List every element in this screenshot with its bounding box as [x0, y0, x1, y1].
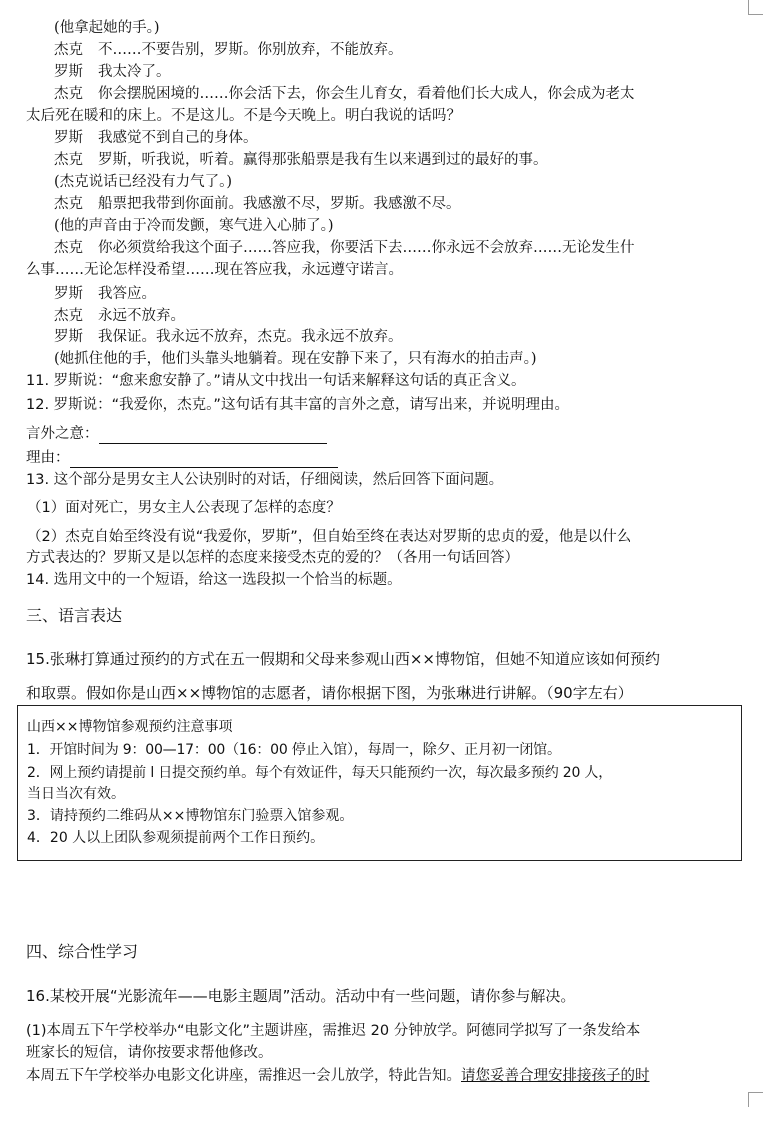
dialogue-line — [0, 284, 783, 304]
speaker-name: 罗斯 — [54, 329, 83, 345]
dialogue-text: 你会摆脱困境的……你会活下去，你会生儿育女，看着他们长大成人，你会成为老太 — [98, 86, 635, 102]
notice-item-2-line1: 2．网上预约请提前 l 日提交预约单。每个有效证件，每天只能预约一次，每次最多预约 20 人， — [27, 765, 613, 781]
dialogue-line — [0, 150, 783, 170]
notice-item-2-line2: 当日当次有效。 — [27, 786, 125, 802]
speaker-name: 杰克 — [54, 196, 83, 212]
dialogue-text: (她抓住他的手，他们头靠头地躺着。现在安静下来了，只有海水的拍击声。) — [54, 351, 537, 367]
dialogue-line — [0, 62, 783, 82]
dialogue-line — [0, 84, 783, 104]
dialogue-text: 我保证。我永远不放弃，杰克。我永远不放弃。 — [98, 329, 403, 345]
museum-notice-box — [17, 705, 742, 861]
dialogue-text: 你必须赏给我这个面子……答应我，你要活下去……你永远不会放弃……无论发生什 — [98, 240, 635, 256]
question-16: 16.某校开展“光影流年——电影主题周”活动。活动中有一些问题，请你参与解决。 — [26, 987, 576, 1005]
dialogue-line — [0, 128, 783, 148]
speaker-name: 杰克 — [54, 42, 83, 58]
question-15-line1: 15.张琳打算通过预约的方式在五一假期和父母来参观山西××博物馆，但她不知道应该如何预约 — [26, 650, 660, 668]
notice-title: 山西××博物馆参观预约注意事项 — [27, 719, 233, 735]
dialogue-text: 我答应。 — [98, 286, 156, 302]
speaker-name: 杰克 — [54, 86, 83, 102]
answer-label-reason: 理由： — [26, 450, 70, 466]
answer-label-implied-meaning: 言外之意： — [26, 426, 99, 442]
dialogue-text: (他拿起她的手。) — [54, 20, 160, 36]
dialogue-text: 永远不放弃。 — [98, 308, 185, 324]
speaker-name: 杰克 — [54, 308, 83, 324]
question-13-2-line1: （2）杰克自始至终没有说“我爱你，罗斯”，但自始至终在表达对罗斯的忠贞的爱，他是以什么 — [27, 529, 632, 545]
dialogue-text: 我感觉不到自己的身体。 — [98, 130, 258, 146]
question-13: 13. 这个部分是男女主人公诀别时的对话，仔细阅读，然后回答下面问题。 — [26, 472, 504, 488]
answer-blank-implied-meaning[interactable] — [99, 429, 327, 444]
dialogue-text: 么事……无论怎样没希望……现在答应我，永远遵守诺言。 — [26, 262, 403, 278]
sms-draft — [0, 1066, 783, 1086]
dialogue-line — [0, 106, 783, 126]
notice-item-4: 4．20 人以上团队参观须提前两个工作日预约。 — [27, 830, 325, 846]
page-corner-mark-bottom — [748, 1092, 763, 1107]
notice-item-3: 3．请持预约二维码从××博物馆东门验票入馆参观。 — [27, 808, 354, 824]
speaker-name: 杰克 — [54, 152, 83, 168]
question-15-line2: 和取票。假如你是山西××博物馆的志愿者，请你根据下图，为张琳进行讲解。（90字左右） — [26, 684, 633, 702]
dialogue-line — [0, 260, 783, 280]
dialogue-line — [0, 306, 783, 326]
question-11: 11. 罗斯说：“愈来愈安静了。”请从文中找出一句话来解释这句话的真正含义。 — [26, 373, 526, 389]
dialogue-line — [0, 327, 783, 347]
dialogue-line — [0, 18, 783, 38]
page-corner-mark-top — [748, 0, 763, 15]
notice-item-1: 1．开馆时间为 9：00—17：00（16：00 停止入馆），每周一，除夕、正月初一闭馆。 — [27, 742, 561, 758]
question-16-1-line1: (1)本周五下午学校举办“电影文化”主题讲座，需推迟 20 分钟放学。阿德同学拟写了一条发给本 — [26, 1023, 641, 1039]
answer-blank-reason[interactable] — [70, 453, 338, 468]
dialogue-line — [0, 172, 783, 192]
dialogue-text: 不……不要告别，罗斯。你别放弃，不能放弃。 — [98, 42, 403, 58]
dialogue-text: 船票把我带到你面前。我感激不尽，罗斯。我感激不尽。 — [98, 196, 461, 212]
speaker-name: 罗斯 — [54, 130, 83, 146]
answer-line-reason — [0, 448, 783, 468]
dialogue-text: 太后死在暖和的床上。不是这儿。不是今天晚上。明白我说的话吗？ — [26, 108, 461, 124]
dialogue-text: 我太冷了。 — [98, 64, 171, 80]
question-16-1-line2: 班家长的短信，请你按要求帮他修改。 — [26, 1045, 273, 1061]
speaker-name: 罗斯 — [54, 64, 83, 80]
dialogue-line — [0, 194, 783, 214]
question-14: 14. 选用文中的一个短语，给这一选段拟一个恰当的标题。 — [26, 572, 402, 588]
sms-draft-text: 本周五下午学校举办电影文化讲座，需推迟一会儿放学，特此告知。 — [26, 1068, 461, 1084]
answer-line-implied-meaning — [0, 424, 783, 444]
speaker-name: 罗斯 — [54, 286, 83, 302]
section-heading-language-expression: 三、语言表达 — [26, 606, 123, 625]
dialogue-line — [0, 216, 783, 236]
dialogue-text: 罗斯，听我说，听着。赢得那张船票是我有生以来遇到过的最好的事。 — [98, 152, 548, 168]
section-heading-comprehensive-learning: 四、综合性学习 — [26, 942, 139, 961]
question-12: 12. 罗斯说：“我爱你，杰克。”这句话有其丰富的言外之意，请写出来，并说明理由。 — [26, 397, 569, 413]
question-13-1: （1）面对死亡，男女主人公表现了怎样的态度？ — [27, 500, 341, 516]
dialogue-text: (杰克说话已经没有力气了。) — [54, 174, 233, 190]
question-13-2-line2: 方式表达的？罗斯又是以怎样的态度来接受杰克的爱的？（各用一句话回答） — [26, 550, 519, 566]
dialogue-line — [0, 349, 783, 369]
dialogue-line — [0, 40, 783, 60]
dialogue-line — [0, 238, 783, 258]
sms-draft-underlined-text: 请您妥善合理安排接孩子的时 — [461, 1068, 650, 1084]
speaker-name: 杰克 — [54, 240, 83, 256]
dialogue-text: (他的声音由于冷而发颤，寒气进入心肺了。) — [54, 218, 334, 234]
